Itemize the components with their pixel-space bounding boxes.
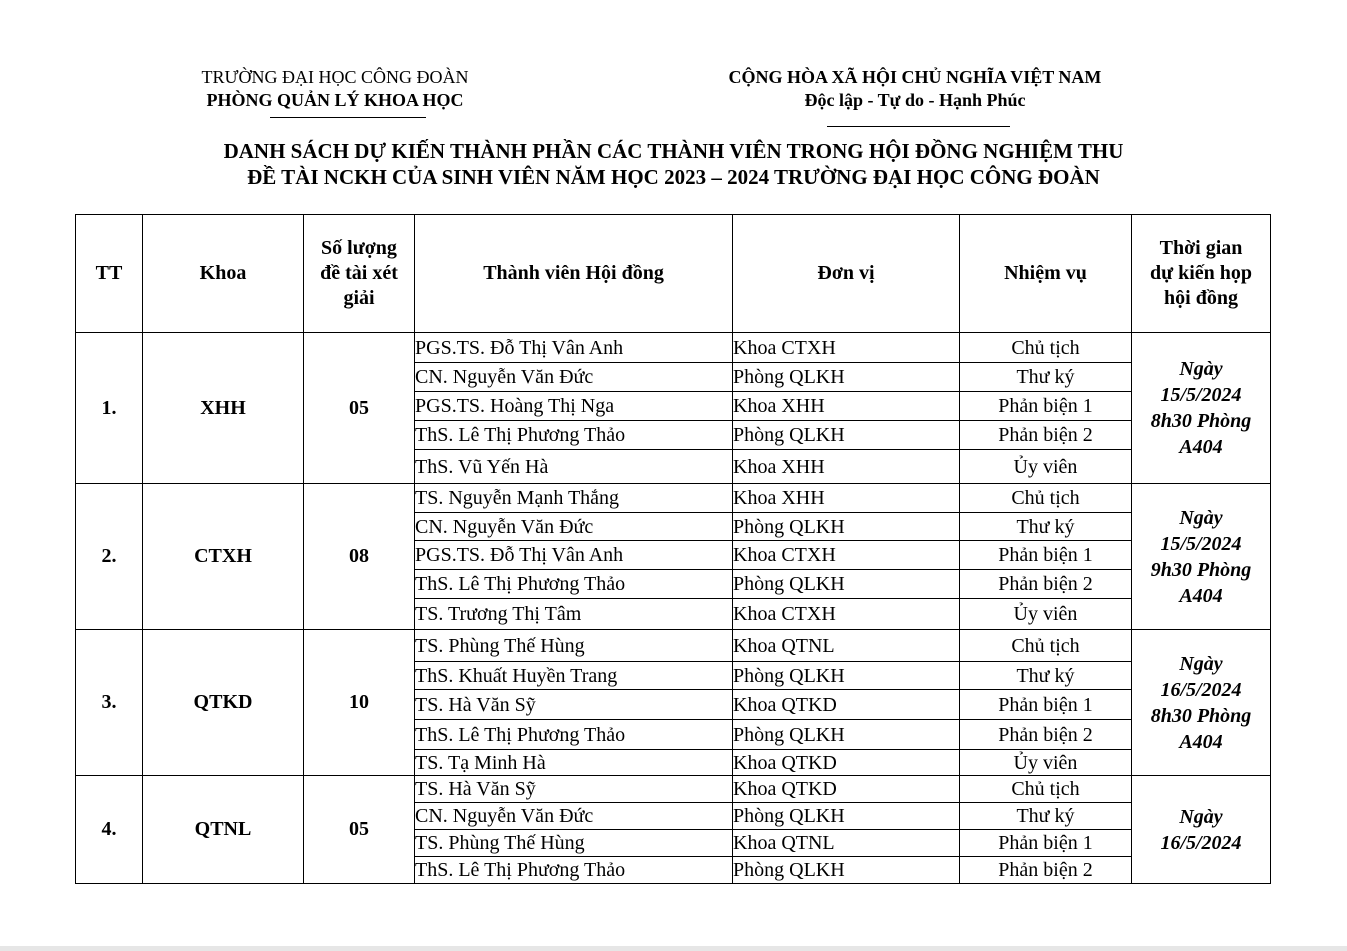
member-name: ThS. Lê Thị Phương Thảo	[415, 720, 733, 750]
member-role: Chủ tịch	[960, 630, 1132, 662]
header-count-line: đề tài xét	[320, 262, 398, 284]
header-time-line: dự kiến họp	[1149, 262, 1253, 284]
member-name: ThS. Khuất Huyền Trang	[415, 662, 733, 690]
member-name: TS. Trương Thị Tâm	[415, 599, 733, 630]
meeting-time-line: 15/5/2024	[1160, 384, 1242, 406]
group-faculty: QTNL	[143, 776, 304, 884]
meeting-time-line: Ngày	[1179, 506, 1223, 529]
meeting-time-line: Ngày	[1179, 358, 1223, 380]
member-name: ThS. Vũ Yến Hà	[415, 450, 733, 484]
member-role: Ủy viên	[960, 599, 1132, 630]
member-role: Phản biện 1	[960, 541, 1132, 570]
council-table	[75, 214, 1271, 884]
member-unit: Khoa XHH	[733, 450, 960, 484]
group-number: 1.	[76, 333, 143, 484]
member-role: Phản biện 2	[960, 570, 1132, 599]
member-role: Phản biện 1	[960, 392, 1132, 421]
meeting-time-line: 8h30 Phòng	[1150, 704, 1252, 727]
table-row	[76, 776, 1271, 803]
member-name: TS. Nguyễn Mạnh Thắng	[415, 484, 733, 513]
group-number: 3.	[76, 630, 143, 776]
member-role: Phản biện 2	[960, 857, 1132, 884]
member-name: CN. Nguyễn Văn Đức	[415, 803, 733, 830]
title-line-2: ĐỀ TÀI NCKH CỦA SINH VIÊN NĂM HỌC 2023 – 2024 TRƯỜNG ĐẠI HỌC CÔNG ĐOÀN	[247, 165, 1100, 189]
meeting-time-line: Ngày	[1179, 805, 1223, 828]
member-unit: Phòng QLKH	[733, 513, 960, 541]
member-unit: Khoa QTKD	[733, 776, 960, 803]
group-topic-count: 05	[304, 333, 415, 484]
member-role: Ủy viên	[960, 750, 1132, 776]
member-unit: Khoa QTNL	[733, 630, 960, 662]
member-role: Chủ tịch	[960, 776, 1132, 803]
national-title: CỘNG HÒA XÃ HỘI CHỦ NGHĨA VIỆT NAM	[728, 67, 1102, 87]
member-role: Phản biện 2	[960, 720, 1132, 750]
member-name: CN. Nguyễn Văn Đức	[415, 513, 733, 541]
member-unit: Khoa XHH	[733, 484, 960, 513]
member-name: TS. Hà Văn Sỹ	[415, 690, 733, 720]
member-name: CN. Nguyễn Văn Đức	[415, 363, 733, 392]
member-role: Phản biện 1	[960, 830, 1132, 857]
header-time-line: Thời gian	[1159, 237, 1243, 259]
member-role: Thư ký	[960, 803, 1132, 830]
national-motto: Độc lập - Tự do - Hạnh Phúc	[804, 90, 1026, 110]
member-name: ThS. Lê Thị Phương Thảo	[415, 570, 733, 599]
member-unit: Phòng QLKH	[733, 363, 960, 392]
member-role: Thư ký	[960, 662, 1132, 690]
meeting-time	[1132, 630, 1271, 776]
member-unit: Phòng QLKH	[733, 662, 960, 690]
table-header-row	[76, 215, 1271, 333]
member-unit: Khoa QTNL	[733, 830, 960, 857]
meeting-time-line: A404	[1179, 436, 1223, 458]
meeting-time-line: 16/5/2024	[1160, 678, 1242, 701]
header-right-rule	[827, 126, 1010, 127]
document-title	[60, 138, 1287, 190]
member-unit: Khoa CTXH	[733, 541, 960, 570]
meeting-time-line: 9h30 Phòng	[1150, 558, 1252, 581]
table-row	[76, 333, 1271, 363]
meeting-time-line: 8h30 Phòng	[1150, 410, 1252, 432]
meeting-time-line: A404	[1179, 584, 1223, 607]
member-role: Ủy viên	[960, 450, 1132, 484]
member-name: TS. Phùng Thế Hùng	[415, 830, 733, 857]
member-role: Phản biện 2	[960, 421, 1132, 450]
department-name: PHÒNG QUẢN LÝ KHOA HỌC	[206, 90, 464, 110]
header-role: Nhiệm vụ	[960, 215, 1132, 333]
meeting-time-line: Ngày	[1179, 652, 1223, 675]
group-faculty: XHH	[143, 333, 304, 484]
header-left	[150, 66, 520, 112]
table-row	[76, 630, 1271, 662]
title-line-1: DANH SÁCH DỰ KIẾN THÀNH PHẦN CÁC THÀNH VIÊN TRONG HỘI ĐỒNG NGHIỆM THU	[223, 139, 1124, 163]
header-time	[1132, 215, 1271, 333]
page-bottom-edge	[0, 946, 1347, 951]
header-time-line: hội đồng	[1164, 287, 1238, 309]
header-count	[304, 215, 415, 333]
member-name: TS. Hà Văn Sỹ	[415, 776, 733, 803]
header-tt: TT	[76, 215, 143, 333]
member-name: PGS.TS. Đỗ Thị Vân Anh	[415, 541, 733, 570]
member-role: Thư ký	[960, 513, 1132, 541]
header-member: Thành viên Hội đồng	[415, 215, 733, 333]
member-name: ThS. Lê Thị Phương Thảo	[415, 421, 733, 450]
group-number: 2.	[76, 484, 143, 630]
header-khoa: Khoa	[143, 215, 304, 333]
member-name: PGS.TS. Hoàng Thị Nga	[415, 392, 733, 421]
member-unit: Khoa CTXH	[733, 333, 960, 363]
meeting-time-line: A404	[1179, 730, 1223, 753]
member-role: Chủ tịch	[960, 484, 1132, 513]
group-faculty: QTKD	[143, 630, 304, 776]
meeting-time-line: 15/5/2024	[1160, 532, 1242, 555]
member-unit: Khoa CTXH	[733, 599, 960, 630]
group-topic-count: 10	[304, 630, 415, 776]
member-name: TS. Tạ Minh Hà	[415, 750, 733, 776]
member-role: Thư ký	[960, 363, 1132, 392]
member-unit: Khoa XHH	[733, 392, 960, 421]
member-unit: Khoa QTKD	[733, 750, 960, 776]
meeting-time-line: 16/5/2024	[1160, 831, 1242, 854]
university-name: TRƯỜNG ĐẠI HỌC CÔNG ĐOÀN	[201, 67, 469, 87]
member-role: Chủ tịch	[960, 333, 1132, 363]
group-number: 4.	[76, 776, 143, 884]
table-row	[76, 484, 1271, 513]
member-unit: Phòng QLKH	[733, 720, 960, 750]
member-unit: Phòng QLKH	[733, 570, 960, 599]
header-left-rule	[270, 117, 426, 118]
group-topic-count: 05	[304, 776, 415, 884]
member-name: ThS. Lê Thị Phương Thảo	[415, 857, 733, 884]
meeting-time	[1132, 333, 1271, 484]
group-faculty: CTXH	[143, 484, 304, 630]
member-unit: Khoa QTKD	[733, 690, 960, 720]
member-name: PGS.TS. Đỗ Thị Vân Anh	[415, 333, 733, 363]
header-right	[680, 66, 1150, 112]
member-unit: Phòng QLKH	[733, 857, 960, 884]
member-name: TS. Phùng Thế Hùng	[415, 630, 733, 662]
header-unit: Đơn vị	[733, 215, 960, 333]
member-role: Phản biện 1	[960, 690, 1132, 720]
member-unit: Phòng QLKH	[733, 803, 960, 830]
group-topic-count: 08	[304, 484, 415, 630]
header-count-line: Số lượng	[321, 237, 397, 259]
meeting-time	[1132, 776, 1271, 884]
member-unit: Phòng QLKH	[733, 421, 960, 450]
meeting-time	[1132, 484, 1271, 630]
header-count-line: giải	[343, 287, 375, 309]
